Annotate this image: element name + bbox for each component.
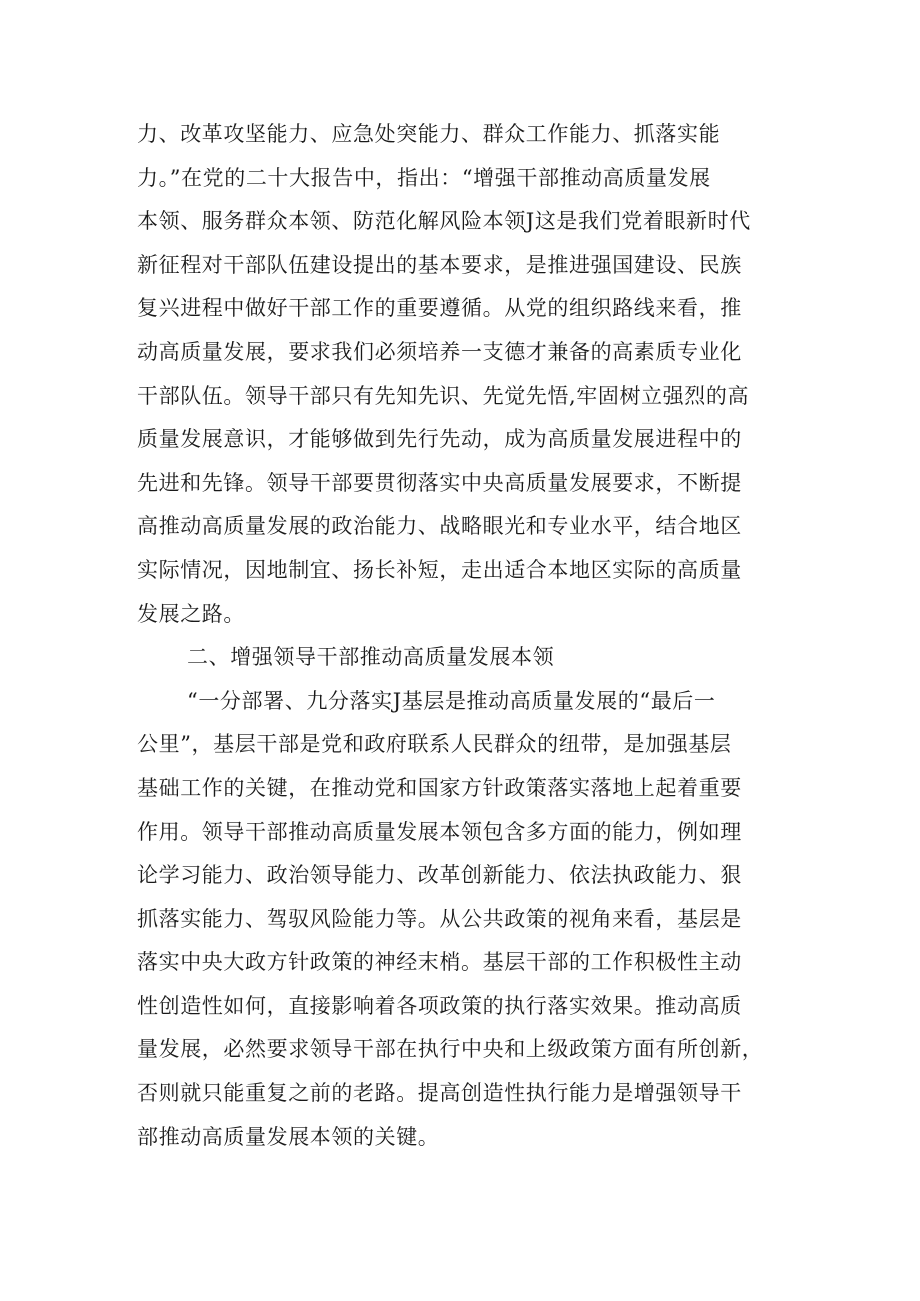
paragraph-line: 动高质量发展，要求我们必须培养一支德才兼备的高素质专业化 (137, 339, 742, 364)
section-heading: 二、增强领导干部推动高质量发展本领 (187, 645, 555, 670)
paragraph-line: 力。”在党的二十大报告中，指出：“增强干部推动高质量发展 (137, 165, 711, 190)
paragraph-line: 论学习能力、政治领导能力、改革创新能力、依法执政能力、狠 (137, 863, 742, 888)
paragraph-line: 否则就只能重复之前的老路。提高创造性执行能力是增强领导干 (137, 1081, 742, 1106)
paragraph-line: 实际情况，因地制宜、扬长补短，走出适合本地区实际的高质量 (137, 557, 742, 582)
paragraph-line: 新征程对干部队伍建设提出的基本要求，是推进强国建设、民族 (137, 252, 742, 277)
paragraph-line: 公里”，基层干部是党和政府联系人民群众的纽带，是加强基层 (137, 732, 732, 757)
paragraph-line: 抓落实能力、驾驭风险能力等。从公共政策的视角来看，基层是 (137, 906, 742, 931)
paragraph-line: 基础工作的关键，在推动党和国家方针政策落实落地上起着重要 (137, 775, 742, 800)
paragraph-line: 质量发展意识，才能够做到先行先动，成为高质量发展进程中的 (137, 427, 742, 452)
paragraph-line: 复兴进程中做好干部工作的重要遵循。从党的组织路线来看，推 (137, 296, 742, 321)
paragraph-line: 干部队伍。领导干部只有先知先识、先觉先悟,牢固树立强烈的高 (137, 383, 750, 408)
paragraph-line: 量发展，必然要求领导干部在执行中央和上级政策方面有所创新， (137, 1037, 764, 1062)
paragraph-line: 发展之路。 (137, 601, 245, 626)
paragraph-line: 部推动高质量发展本领的关键。 (137, 1124, 440, 1149)
paragraph-1 (137, 113, 797, 636)
paragraph-line: 本领、服务群众本领、防范化解风险本领J这是我们党着眼新时代 (137, 209, 751, 234)
paragraph-line: 落实中央大政方针政策的神经末梢。基层干部的工作积极性主动 (137, 950, 742, 975)
paragraph-line: 力、改革攻坚能力、应急处突能力、群众工作能力、抓落实能 (137, 122, 721, 146)
paragraph-line: “一分部署、九分落实J基层是推动高质量发展的“最后一 (187, 688, 716, 713)
paragraph-line: 作用。领导干部推动高质量发展本领包含多方面的能力，例如理 (137, 819, 742, 844)
paragraph-line: 先进和先锋。领导干部要贯彻落实中央高质量发展要求，不断提 (137, 470, 742, 495)
paragraph-line: 性创造性如何，直接影响着各项政策的执行落实效果。推动高质 (137, 993, 742, 1018)
paragraph-line: 高推动高质量发展的政治能力、战略眼光和专业水平，结合地区 (137, 514, 742, 539)
paragraph-2 (137, 680, 797, 1160)
document-body (137, 113, 797, 1159)
